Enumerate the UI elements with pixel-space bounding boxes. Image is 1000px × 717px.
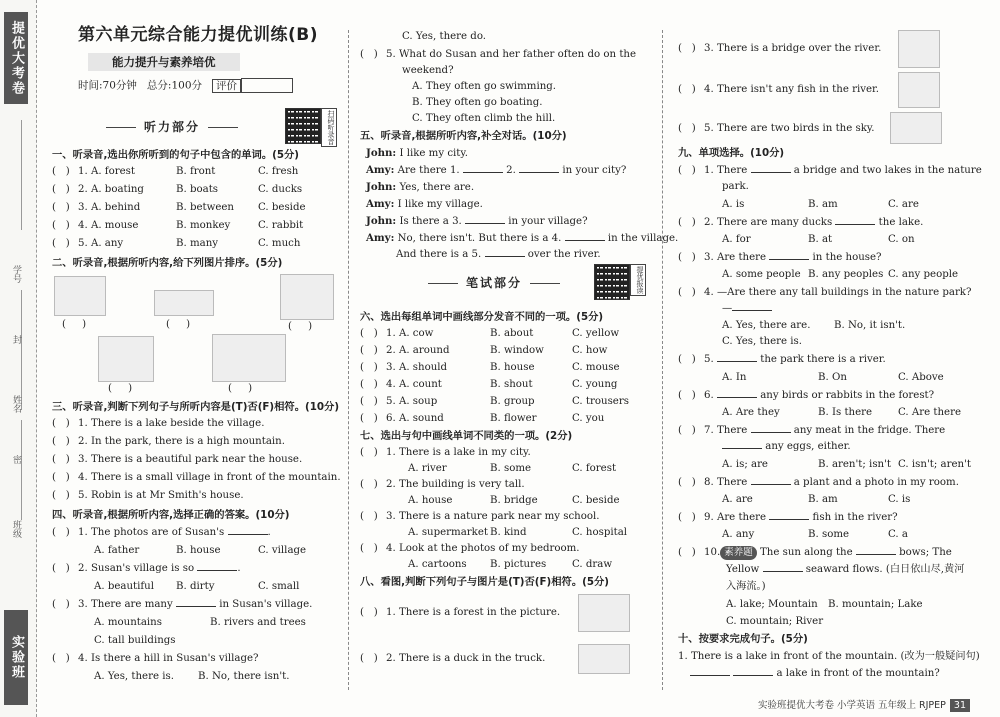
s1-q5: ( ) 5. A. any — [52, 238, 124, 249]
label-class: 班级 — [11, 520, 21, 538]
section-6-heading: 六、选出每组单词中画线部分发音不同的一项。(5分) — [360, 311, 604, 323]
s9-q3-c: C. any people — [888, 269, 959, 280]
boat-picture — [154, 290, 214, 316]
s9-q3: ( ) 3. Are there in the house? — [678, 252, 882, 263]
s9-q2-a: A. for — [722, 234, 751, 245]
s1-q3: ( ) 3. A. behind — [52, 202, 141, 213]
s4-q2: ( ) 2. Susan's village is so . — [52, 563, 241, 574]
s9-q9-b: B. some — [808, 529, 850, 540]
s1-q2-b: B. boats — [176, 184, 219, 195]
section-8-heading: 八、看图,判断下列句子与图片是(T)否(F)相符。(5分) — [360, 576, 610, 588]
cut-line — [21, 290, 22, 410]
answer-paren[interactable]: ( ) — [62, 319, 87, 330]
s9-q1-b: B. am — [808, 199, 838, 210]
s9-q6-c: C. Are there — [898, 407, 961, 418]
brand-top: 提优大考卷 — [4, 12, 28, 104]
column-separator — [662, 30, 663, 690]
s9-q5-a: A. In — [722, 372, 747, 383]
s9-q6: ( ) 6. any birds or rabbits in the forest? — [678, 390, 935, 401]
answer-paren[interactable]: ( ) — [166, 319, 191, 330]
s4-q3-c: C. tall buildings — [94, 635, 176, 646]
eval-box[interactable] — [241, 78, 293, 93]
s7-q4-a: A. cartoons — [408, 559, 467, 570]
s6-q6: ( ) 6. A. sound — [360, 413, 444, 424]
mountain-picture — [212, 334, 286, 382]
s7-q2: ( ) 2. The building is very tall. — [360, 479, 525, 490]
section-2-heading: 二、听录音,根据所听内容,给下列图片排序。(5分) — [52, 257, 283, 269]
s7-q4-c: C. draw — [572, 559, 613, 570]
s3-q4: ( ) 4. There is a small village in front of the mountain. — [52, 472, 341, 483]
s6-q5-c: C. trousers — [572, 396, 629, 407]
s4-q2-b: B. dirty — [176, 581, 215, 592]
s7-q2-a: A. house — [408, 495, 453, 506]
s4-q5-b: B. They often go boating. — [412, 97, 543, 108]
s9-q2: ( ) 2. There are many ducks the lake. — [678, 217, 924, 228]
s9-q5-c: C. Above — [898, 372, 944, 383]
s9-q3-a: A. some people — [722, 269, 801, 280]
s8-q2: ( ) 2. There is a duck in the truck. — [360, 653, 546, 664]
section-10-heading: 十、按要求完成句子。(5分) — [678, 633, 808, 645]
s8-q3: ( ) 3. There is a bridge over the river. — [678, 43, 882, 54]
s6-q1-c: C. yellow — [572, 328, 620, 339]
s1-q1-b: B. front — [176, 166, 216, 177]
s9-q9-c: C. a — [888, 529, 908, 540]
s4-q1-a: A. father — [94, 545, 140, 556]
binding-strip — [0, 0, 37, 717]
s1-q4-b: B. monkey — [176, 220, 231, 231]
s4-q5-cont: weekend? — [402, 65, 454, 76]
s4-q3: ( ) 3. There are many in Susan's village. — [52, 599, 313, 610]
s3-q5: ( ) 5. Robin is at Mr Smith's house. — [52, 490, 244, 501]
s7-q2-b: B. bridge — [490, 495, 538, 506]
s6-q3-c: C. mouse — [572, 362, 620, 373]
column-separator — [348, 30, 349, 690]
s9-q4: ( ) 4. —Are there any tall buildings in the nature park? — [678, 287, 972, 298]
s9-q4-reply: — — [722, 302, 772, 316]
s9-q10-b: B. mountain; Lake — [828, 599, 923, 610]
brand-bottom: 实验班 — [4, 610, 28, 705]
s6-q6-b: B. flower — [490, 413, 537, 424]
dialog-line-3: John: Yes, there are. — [366, 181, 475, 193]
s9-q5-b: B. On — [818, 372, 847, 383]
s8-q4: ( ) 4. There isn't any fish in the river. — [678, 84, 879, 95]
s1-q2-c: C. ducks — [258, 184, 303, 195]
s1-q2: ( ) 2. A. boating — [52, 184, 144, 195]
s6-q1-b: B. about — [490, 328, 534, 339]
s9-q2-b: B. at — [808, 234, 833, 245]
s4-q1: ( ) 1. The photos are of Susan's . — [52, 527, 271, 538]
s6-q2-c: C. how — [572, 345, 608, 356]
s7-q4-b: B. pictures — [490, 559, 547, 570]
footer-text: 实验班提优大考卷 小学英语 五年级上 RJPEP — [757, 700, 946, 711]
s7-q1-a: A. river — [408, 463, 447, 474]
page-subtitle: 能力提升与素养培优 — [88, 53, 240, 71]
section-7-heading: 七、选出与句中画线单词不同类的一项。(2分) — [360, 430, 573, 442]
s7-q3-b: B. kind — [490, 527, 527, 538]
s4-q3-b: B. rivers and trees — [210, 617, 306, 628]
s6-q2: ( ) 2. A. around — [360, 345, 450, 356]
village-picture — [98, 336, 154, 382]
writing-title: 笔试部分 — [420, 276, 568, 290]
s9-q8-c: C. is — [888, 494, 911, 505]
page-footer — [758, 697, 970, 711]
s1-q1: ( ) 1. A. forest — [52, 166, 135, 177]
s6-q2-b: B. window — [490, 345, 544, 356]
s6-q4-c: C. young — [572, 379, 618, 390]
s7-q3-c: C. hospital — [572, 527, 628, 538]
s4-q5: ( ) 5. What do Susan and her father often do on the — [360, 49, 636, 60]
qr-code — [594, 264, 630, 300]
s4-q3-a: A. mountains — [94, 617, 162, 628]
s9-q10-c: C. mountain; River — [726, 616, 824, 627]
s4-q2-c: C. small — [258, 581, 300, 592]
s9-q9: ( ) 9. Are there fish in the river? — [678, 512, 898, 523]
s9-q10: ( ) 10. 素养题 The sun along the bows; The — [678, 547, 952, 558]
s8-q5: ( ) 5. There are two birds in the sky. — [678, 123, 875, 134]
column-1 — [48, 0, 341, 717]
s9-q1-cont: park. — [722, 181, 749, 192]
s6-q4-b: B. shout — [490, 379, 533, 390]
page-title: 第六单元综合能力提优训练(B) — [78, 25, 318, 45]
tree-picture — [280, 274, 334, 320]
total-score: 总分:100分 — [146, 79, 203, 92]
s9-q1: ( ) 1. There a bridge and two lakes in the nature — [678, 165, 982, 176]
s4-q4-b: B. No, there isn't. — [198, 671, 290, 682]
s4-q5-c: C. They often climb the hill. — [412, 113, 556, 124]
s9-q7-b: B. aren't; isn't — [818, 459, 892, 470]
s9-q4-c: C. Yes, there is. — [722, 336, 803, 347]
s6-q6-c: C. you — [572, 413, 605, 424]
s8-q1: ( ) 1. There is a forest in the picture. — [360, 607, 561, 618]
bridge-picture — [898, 30, 940, 68]
label-name: 姓名 — [11, 395, 21, 413]
dialog-line-6: Amy: No, there isn't. But there is a 4. in the village. — [366, 232, 679, 244]
s1-q1-c: C. fresh — [258, 166, 299, 177]
dialog-line-4: Amy: I like my village. — [366, 198, 483, 210]
river-picture — [898, 72, 940, 108]
dialog-line-2: Amy: Are there 1. 2. in your city? — [366, 164, 627, 176]
house-picture — [54, 276, 106, 316]
dialog-line-1: John: I like my city. — [366, 147, 469, 159]
literacy-badge: 素养题 — [720, 546, 757, 560]
s7-q2-c: C. beside — [572, 495, 620, 506]
answer-paren[interactable]: ( ) — [108, 383, 133, 394]
s9-q5: ( ) 5. the park there is a river. — [678, 354, 886, 365]
s9-q3-b: B. any peoples — [808, 269, 884, 280]
s3-q1: ( ) 1. There is a lake beside the village. — [52, 418, 265, 429]
eval-label: 评价 — [212, 79, 241, 93]
column-3 — [668, 0, 982, 717]
s9-q10-cont: Yellow seaward flows. (白日依山尽,黄河 — [726, 564, 965, 575]
time-limit: 时间:70分钟 — [78, 79, 137, 92]
s9-q8: ( ) 8. There a plant and a photo in my room. — [678, 477, 959, 488]
qr-label: 提优报读 — [630, 264, 646, 296]
label-secret: 密 — [11, 455, 21, 464]
s9-q7-cont: any eggs, either. — [722, 440, 851, 454]
s4-q4-a: A. Yes, there is. — [94, 671, 174, 682]
s1-q4-c: C. rabbit — [258, 220, 304, 231]
s1-q3-b: B. between — [176, 202, 234, 213]
s9-q9-a: A. any — [722, 529, 755, 540]
s9-q6-b: B. Is there — [818, 407, 873, 418]
section-3-heading: 三、听录音,判断下列句子与所听内容是(T)否(F)相符。(10分) — [52, 401, 340, 413]
s7-q1-b: B. some — [490, 463, 532, 474]
s9-q8-a: A. are — [722, 494, 753, 505]
s1-q5-b: B. many — [176, 238, 219, 249]
s4-q1-b: B. house — [176, 545, 221, 556]
s4-q2-a: A. beautiful — [94, 581, 154, 592]
s9-q4-a: A. Yes, there are. — [722, 320, 811, 331]
s4-q4: ( ) 4. Is there a hill in Susan's village? — [52, 653, 259, 664]
s9-q7-a: A. is; are — [722, 459, 768, 470]
qr-code — [285, 108, 321, 144]
s7-q1: ( ) 1. There is a lake in my city. — [360, 447, 531, 458]
page-number: 31 — [950, 699, 970, 712]
s7-q3: ( ) 3. There is a nature park near my school. — [360, 511, 600, 522]
s7-q3-a: A. supermarket — [408, 527, 488, 538]
dialog-line-5: John: Is there a 3. in your village? — [366, 215, 588, 227]
s9-q1-a: A. is — [722, 199, 745, 210]
label-student-no: 学号 — [11, 265, 21, 283]
s9-q10-cont2: 入海流。) — [726, 581, 766, 592]
qr-label: 扫码听录音 — [321, 108, 337, 147]
dialog-line-7: And there is a 5. over the river. — [396, 249, 601, 260]
truck-picture — [578, 644, 630, 674]
s1-q3-c: C. beside — [258, 202, 306, 213]
s6-q5: ( ) 5. A. soup — [360, 396, 438, 407]
s9-q7: ( ) 7. There any meat in the fridge. There — [678, 425, 946, 436]
s1-q5-c: C. much — [258, 238, 301, 249]
cut-line — [21, 420, 22, 520]
forest-picture — [578, 594, 630, 632]
s3-q3: ( ) 3. There is a beautiful park near the house. — [52, 454, 303, 465]
listening-title: 听力部分 — [98, 120, 246, 134]
s6-q1: ( ) 1. A. cow — [360, 328, 434, 339]
answer-paren[interactable]: ( ) — [288, 321, 313, 332]
section-1-heading: 一、听录音,选出你所听到的句子中包含的单词。(5分) — [52, 149, 300, 161]
s4-q4-c: C. Yes, there do. — [402, 31, 487, 42]
s7-q1-c: C. forest — [572, 463, 617, 474]
s10-q1-answer[interactable]: a lake in front of the mountain? — [690, 667, 940, 681]
s7-q4: ( ) 4. Look at the photos of my bedroom. — [360, 543, 580, 554]
column-2 — [356, 0, 679, 717]
s1-q4: ( ) 4. A. mouse — [52, 220, 139, 231]
section-5-heading: 五、听录音,根据所听内容,补全对话。(10分) — [360, 130, 567, 142]
answer-paren[interactable]: ( ) — [228, 383, 253, 394]
s9-q4-b: B. No, it isn't. — [834, 320, 906, 331]
s6-q4: ( ) 4. A. count — [360, 379, 442, 390]
s9-q8-b: B. am — [808, 494, 838, 505]
s9-q1-c: C. are — [888, 199, 919, 210]
s6-q3-b: B. house — [490, 362, 535, 373]
s9-q10-a: A. lake; Mountain — [726, 599, 818, 610]
s4-q5-a: A. They often go swimming. — [412, 81, 557, 92]
label-seal: 封 — [11, 335, 21, 344]
s6-q5-b: B. group — [490, 396, 535, 407]
birds-picture — [890, 112, 942, 144]
s9-q6-a: A. Are they — [722, 407, 780, 418]
s9-q2-c: C. on — [888, 234, 915, 245]
s10-q1: 1. There is a lake in front of the mountain. (改为一般疑问句) — [678, 651, 980, 662]
cut-line — [21, 120, 22, 230]
s3-q2: ( ) 2. In the park, there is a high mountain. — [52, 436, 285, 447]
s4-q1-c: C. village — [258, 545, 307, 556]
exam-meta — [78, 78, 293, 93]
section-4-heading: 四、听录音,根据所听内容,选择正确的答案。(10分) — [52, 509, 290, 521]
section-9-heading: 九、单项选择。(10分) — [678, 147, 785, 159]
s6-q3: ( ) 3. A. should — [360, 362, 448, 373]
s9-q7-c: C. isn't; aren't — [898, 459, 971, 470]
